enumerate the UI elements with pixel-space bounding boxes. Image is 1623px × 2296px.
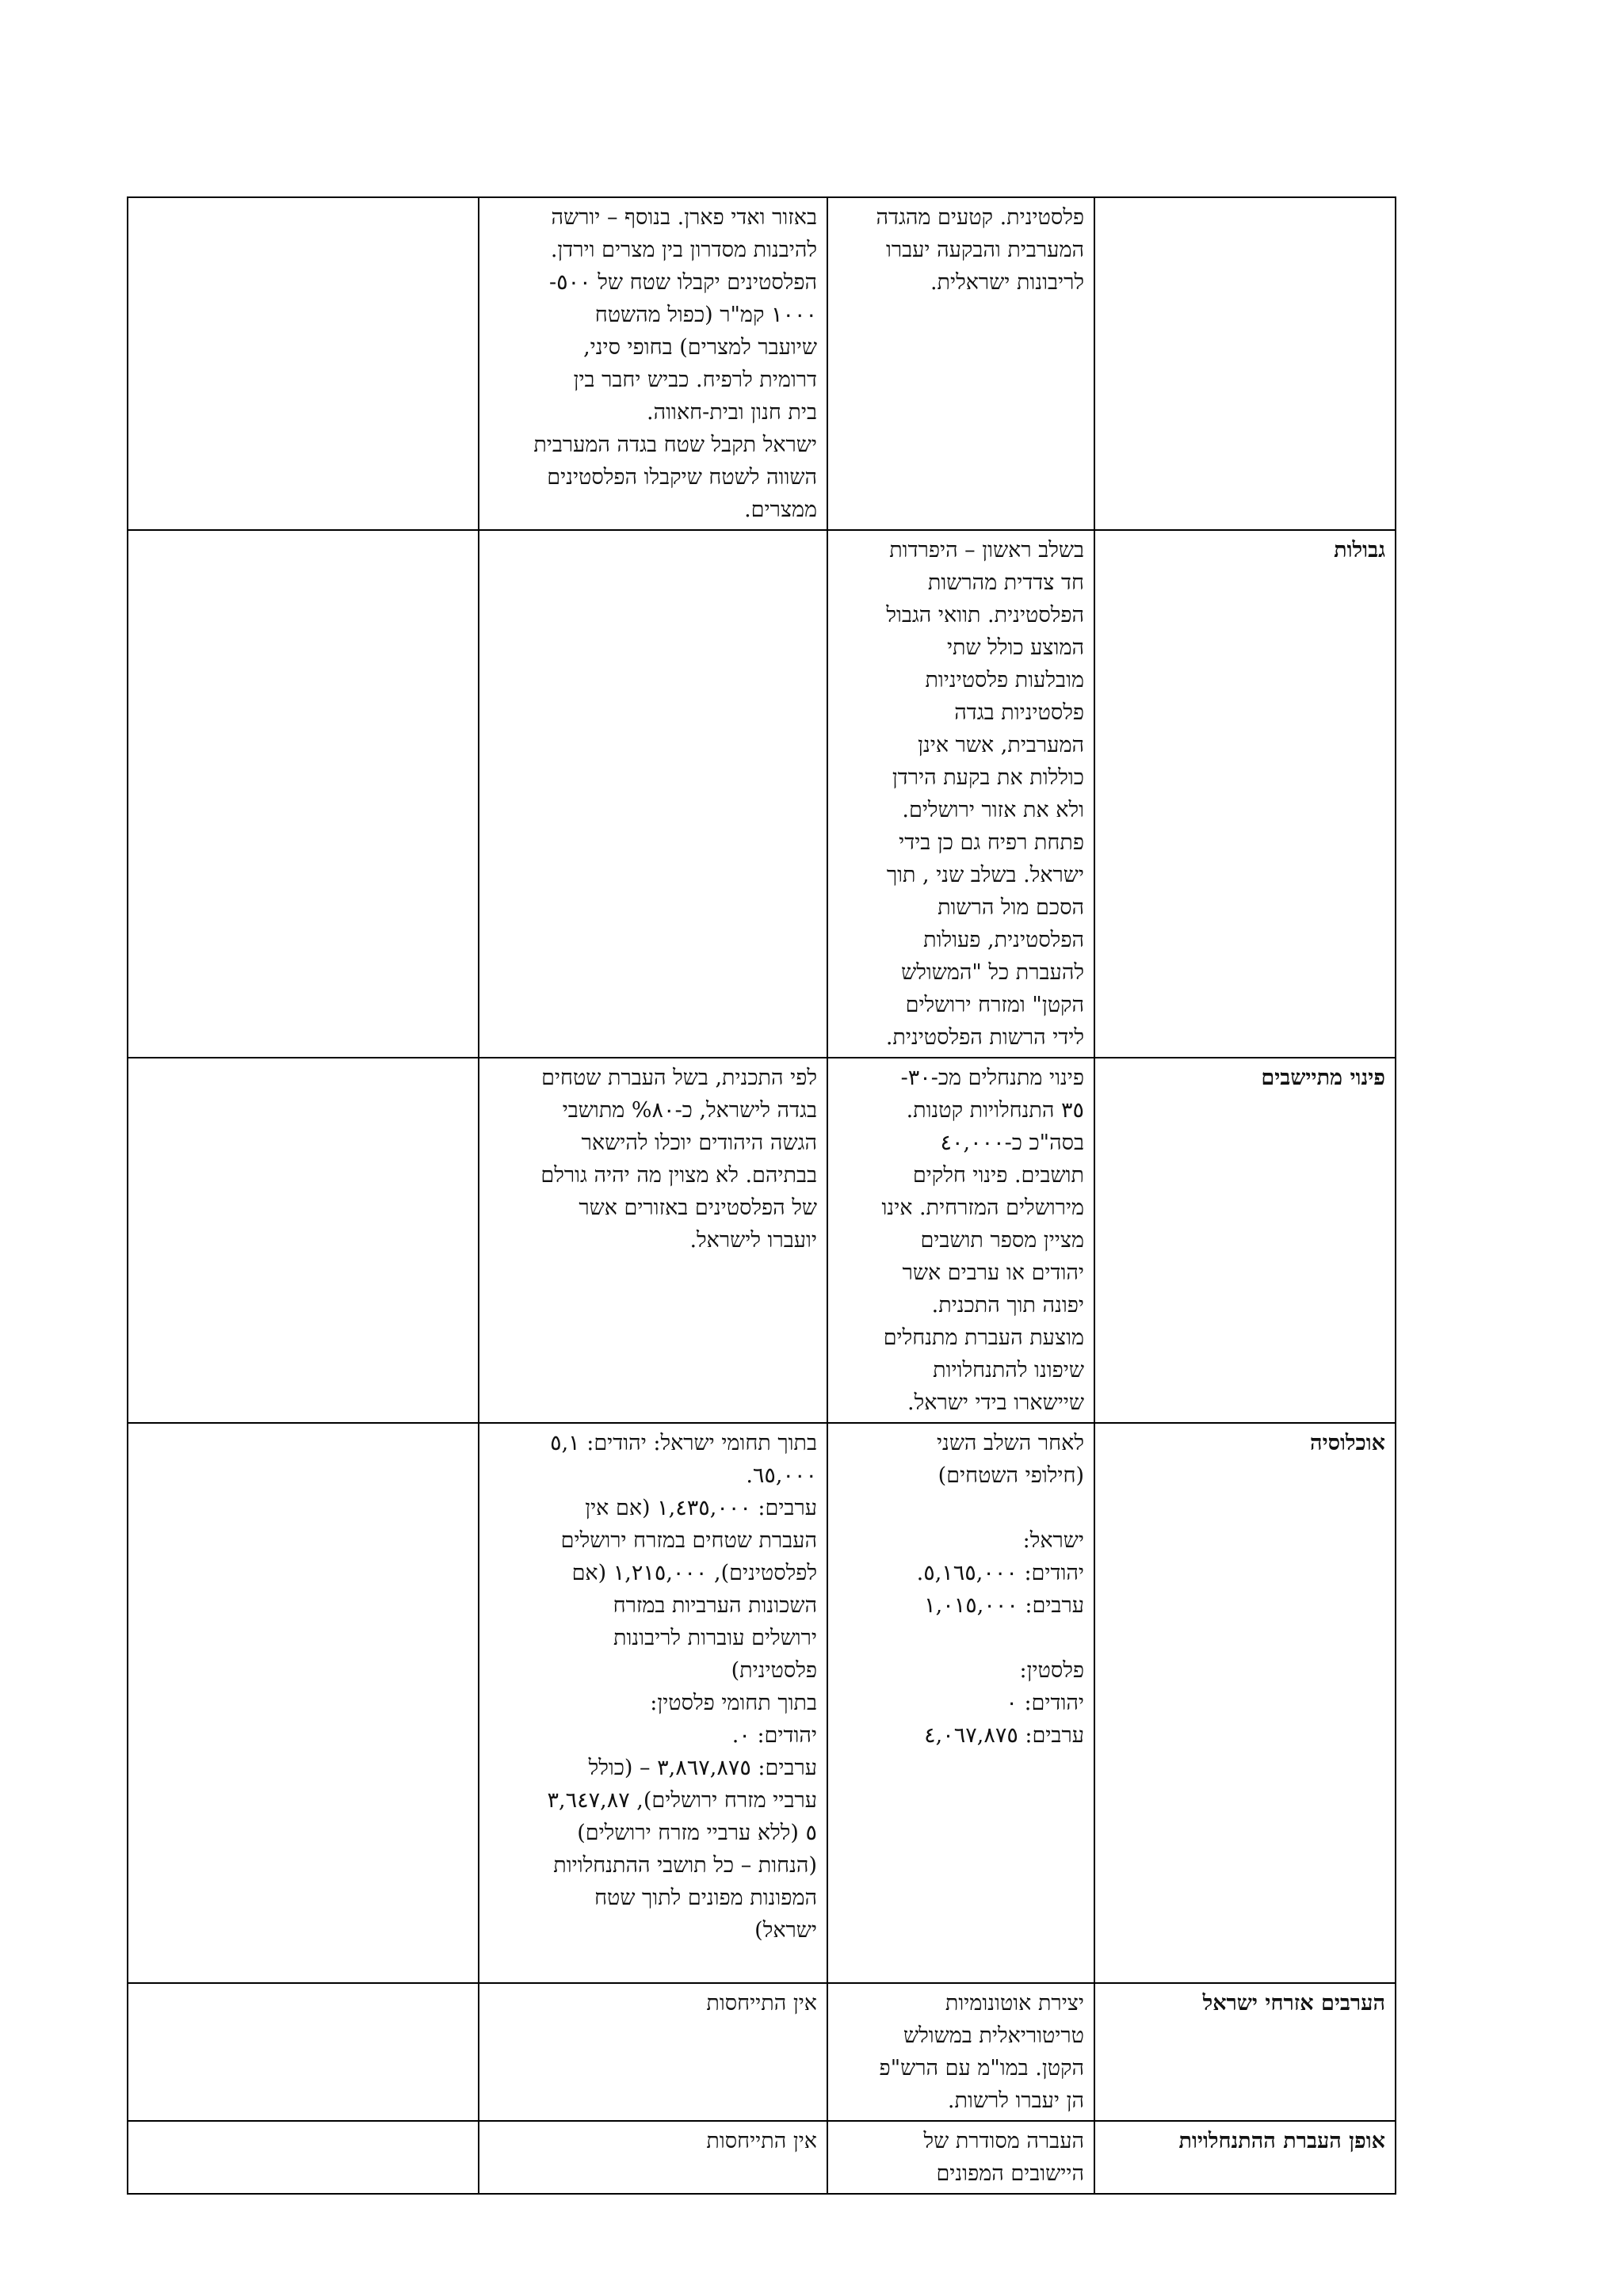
cell-text-line: בית חנון ובית-חאווה.: [647, 400, 817, 425]
row-header-cell: [1094, 197, 1396, 530]
cell-text-line: ערבים: ١,٠١٥,٠٠٠: [924, 1593, 1084, 1618]
cell-text-line: יהודים: ٠: [1006, 1691, 1084, 1715]
table-cell-col3: [479, 197, 827, 530]
cell-text-line: שיועבר למצרים) בחופי סיני,: [583, 335, 817, 360]
cell-text-line: אין התייחסות: [706, 2129, 817, 2153]
cell-text-line: אין התייחסות: [706, 1991, 817, 2016]
cell-text-line: לפי התכנית, בשל העברת שטחים: [541, 1066, 817, 1090]
cell-text-line: ישראל תקבל שטח בגדה המערבית: [533, 433, 817, 457]
cell-text-line: מוצעת העברת מתנחלים: [883, 1325, 1084, 1350]
table-cell-col4: [128, 197, 479, 530]
table-cell-col3: [479, 1423, 827, 1983]
table-row: [128, 1058, 1396, 1423]
table-row: [128, 1983, 1396, 2121]
cell-text-line: להעברת כל "המשולש: [901, 960, 1084, 985]
cell-text-line: ערבים: ٤,٠٦٧,٨٧٥: [924, 1723, 1084, 1748]
cell-text-line: יהודים: ٠.: [731, 1723, 817, 1748]
row-header-label: גבולות: [1334, 538, 1385, 563]
table-cell-col4: [128, 530, 479, 1058]
cell-text-line: בתוך תחומי ישראל: יהודים: ٥,١: [550, 1431, 817, 1455]
cell-text-line: המערבית, אשר אינן: [918, 733, 1084, 757]
row-header-label: אוכלוסיה: [1310, 1431, 1385, 1455]
table-cell-col4: [128, 2121, 479, 2194]
cell-text-line: ממצרים.: [744, 498, 817, 522]
row-header-label: פינוי מתיישבים: [1261, 1066, 1385, 1090]
cell-text-line: להיבנות מסדרון בין מצרים וירדן.: [550, 238, 817, 262]
cell-text-line: הפלסטינים יקבלו שטח של ٥٠٠-: [549, 270, 817, 295]
row-header-label: הערבים אזרחי ישראל: [1202, 1991, 1385, 2016]
cell-text-line: בבתיהם. לא מצוין מה יהיה גורלם: [540, 1163, 817, 1188]
cell-text-line: של הפלסטינים באזורים אשר: [579, 1196, 817, 1220]
cell-text-line: בסה"כ כ-٤٠,٠٠٠: [940, 1131, 1084, 1155]
cell-text-line: יהודים או ערבים אשר: [902, 1261, 1084, 1285]
table-cell-col2: [827, 1058, 1094, 1423]
cell-text-line: הקטן" ומזרח ירושלים: [905, 993, 1084, 1017]
cell-text-line: טריטוריאלית במשולש: [903, 2023, 1084, 2048]
table-row: [128, 1423, 1396, 1983]
table-cell-col2: [827, 530, 1094, 1058]
row-header-cell: [1094, 1058, 1396, 1423]
cell-text-line: יועברו לישראל.: [689, 1228, 817, 1253]
cell-text-line: השווה לשטח שיקבלו הפלסטינים: [547, 465, 817, 490]
cell-text-line: ١٠٠٠ קמ"ר (כפול מהשטח: [594, 303, 817, 327]
cell-text-line: מירושלים המזרחית. אינו: [881, 1196, 1084, 1220]
cell-text-line: המפונות מפונים לתוך שטח: [594, 1886, 817, 1910]
table-cell-col3: [479, 530, 827, 1058]
cell-text-line: פלסטינית): [731, 1658, 817, 1683]
cell-text-line: ישראל. בשלב שני , תוך: [886, 863, 1084, 887]
table-body: [128, 197, 1396, 2194]
table-row: [128, 197, 1396, 530]
cell-text-line: המערבית והבקעה יעברו: [885, 238, 1084, 262]
cell-text-line: השכונות הערביות במזרח: [613, 1593, 817, 1618]
cell-text-line: ערביי מזרח ירושלים), ٣,٦٤٧,٨٧: [547, 1788, 817, 1813]
table-cell-col4: [128, 1423, 479, 1983]
cell-text-line: [838, 1492, 1084, 1524]
table-cell-col2: [827, 1423, 1094, 1983]
row-header-cell: [1094, 1423, 1396, 1983]
cell-text-line: ערבים: ٣,٨٦٧,٨٧٥ – (כולל: [588, 1756, 817, 1780]
table-cell-col2: [827, 2121, 1094, 2194]
cell-text-line: המוצע כולל שתי: [946, 635, 1084, 660]
cell-text-line: בשלב ראשון – היפרדות: [889, 538, 1084, 563]
cell-text-line: פלסטיניות בגדה: [954, 700, 1084, 725]
row-header-label: אופן העברת ההתנחלויות: [1178, 2129, 1385, 2153]
cell-text-line: מובלעות פלסטיניות: [925, 668, 1084, 692]
cell-text-line: העברה מסודרת של: [923, 2129, 1084, 2153]
cell-text-line: (חילופי השטחים): [938, 1463, 1084, 1488]
cell-text-line: יצירת אוטונומיות: [945, 1991, 1084, 2016]
table-cell-col2: [827, 197, 1094, 530]
cell-text-line: לידי הרשות הפלסטינית.: [885, 1025, 1084, 1050]
cell-text-line: פלסטין:: [1019, 1658, 1084, 1683]
cell-text-line: היישובים המפונים: [936, 2161, 1084, 2186]
cell-text-line: ٥ (ללא ערביי מזרח ירושלים): [577, 1821, 817, 1845]
cell-text-line: ישראל): [754, 1918, 817, 1943]
cell-text-line: הגשה היהודים יוכלו להישאר: [581, 1131, 817, 1155]
cell-text-line: [489, 1947, 817, 1979]
cell-text-line: הפלסטינית. תוואי הגבול: [886, 603, 1084, 627]
comparison-table: [127, 196, 1396, 2195]
cell-text-line: ערבים: ١,٤٣٥,٠٠٠ (אם אין: [585, 1496, 817, 1520]
cell-text-line: מציין מספר תושבים: [920, 1228, 1084, 1253]
table-cell-col4: [128, 1058, 479, 1423]
cell-text-line: לאחר השלב השני: [936, 1431, 1084, 1455]
cell-text-line: יפונה תוך התכנית.: [931, 1293, 1084, 1318]
cell-text-line: הקטן. במו"מ עם הרש"פ: [879, 2056, 1084, 2081]
cell-text-line: דרומית לרפיח. כביש יחבר בין: [573, 368, 817, 392]
table-cell-col3: [479, 2121, 827, 2194]
cell-text-line: הן יעברו לרשות.: [947, 2088, 1084, 2113]
row-header-label: [1105, 201, 1385, 234]
cell-text-line: שיפונו להתנחלויות: [933, 1358, 1084, 1383]
cell-text-line: בגדה לישראל, כ-٨٠% מתושבי: [562, 1098, 817, 1123]
cell-text-line: הסכם מול הרשות: [938, 895, 1084, 920]
table-row: [128, 2121, 1396, 2194]
cell-text-line: פלסטינית. קטעים מהגדה: [876, 205, 1084, 230]
cell-text-line: ירושלים עוברות לריבונות: [613, 1626, 817, 1650]
cell-text-line: בתוך תחומי פלסטין:: [650, 1691, 817, 1715]
cell-text-line: ٦٥,٠٠٠.: [746, 1463, 817, 1488]
row-header-cell: [1094, 530, 1396, 1058]
row-header-cell: [1094, 2121, 1396, 2194]
cell-text-line: תושבים. פינוי חלקים: [912, 1163, 1084, 1188]
cell-text-line: העברת שטחים במזרח ירושלים: [560, 1528, 817, 1553]
cell-text-line: ٣٥ התנחלויות קטנות.: [906, 1098, 1084, 1123]
cell-text-line: לפלסטינים), ١,٢١٥,٠٠٠ (אם: [571, 1561, 817, 1585]
table-cell-col2: [827, 1983, 1094, 2121]
cell-text-line: ולא את אזור ירושלים.: [902, 798, 1084, 822]
cell-text-line: [838, 1622, 1084, 1654]
row-header-cell: [1094, 1983, 1396, 2121]
cell-text-line: שיישארו בידי ישראל.: [907, 1390, 1084, 1415]
cell-text-line: יהודים: ٥,١٦٥,٠٠٠.: [916, 1561, 1084, 1585]
cell-text-line: פתחת רפיח גם כן בידי: [899, 830, 1084, 855]
cell-text-line: לריבונות ישראלית.: [930, 270, 1084, 295]
cell-text-line: חד צדדית מהרשות: [927, 570, 1084, 595]
cell-text-line: ישראל:: [1022, 1528, 1084, 1553]
table-cell-col3: [479, 1058, 827, 1423]
cell-text-line: פינוי מתנחלים מכ-٣٠-: [900, 1066, 1084, 1090]
table-cell-col3: [479, 1983, 827, 2121]
table-cell-col4: [128, 1983, 479, 2121]
table-row: [128, 530, 1396, 1058]
cell-text-line: (הנחות – כל תושבי ההתנחלויות: [553, 1853, 817, 1878]
cell-text-line: כוללות את בקעת הירדן: [892, 765, 1084, 790]
cell-text-line: הפלסטינית, פעולות: [923, 928, 1084, 952]
cell-text-line: באזור ואדי פארן. בנוסף – יורשה: [551, 205, 817, 230]
